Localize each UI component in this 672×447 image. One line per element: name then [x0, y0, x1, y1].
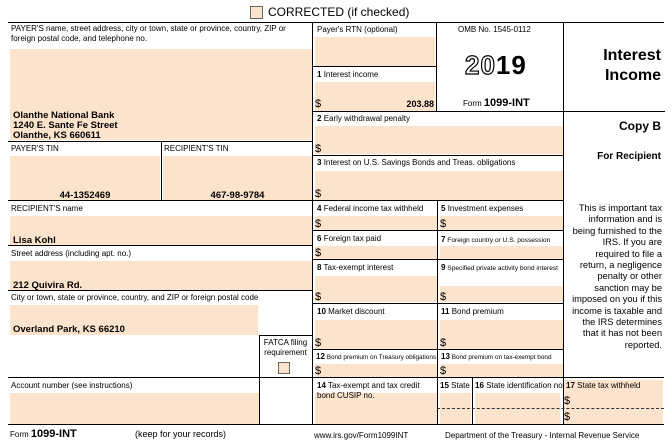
box1-dollar: $ [315, 98, 322, 110]
box3-dollar: $ [315, 188, 322, 200]
payer-city: Olanthe, KS 660611 [13, 130, 101, 141]
recipient-tin-value: 467-98-9784 [210, 190, 265, 201]
box11-field[interactable] [440, 320, 563, 349]
rtn-field[interactable] [315, 37, 435, 66]
box6-field[interactable] [315, 246, 437, 259]
box8-field[interactable] [315, 276, 437, 302]
payer-tin-label: PAYER'S TIN [11, 144, 59, 153]
box10-dollar: $ [315, 337, 322, 349]
copy-label: Copy B [619, 119, 661, 133]
account-number-field[interactable] [10, 393, 260, 424]
box3-field[interactable] [315, 171, 563, 200]
box17-dollar-1: $ [564, 395, 571, 407]
recipient-tin-label: RECIPIENT'S TIN [164, 144, 229, 153]
box13-field[interactable] [440, 364, 563, 377]
notice-text: This is important tax information and is being furnished to the IRS. If you are required to file a return, a negligence penalty or other sanction may be imposed on you if this income is taxable and the IRS determines that it has not been reported. [572, 203, 662, 350]
box7-field[interactable] [440, 246, 563, 259]
box6-label: 6 Foreign tax paid [317, 234, 382, 243]
for-recipient-label: For Recipient [597, 151, 661, 162]
payer-street: 1240 E. Sante Fe Street [13, 120, 118, 131]
footer-url: www.irs.gov/Form1099INT [314, 431, 409, 440]
box14-label: 14 Tax-exempt and tax credit bond CUSIP no. [317, 381, 420, 400]
form-id-top: Form 1099-INT [463, 97, 530, 109]
footer-dept: Department of the Treasury - Internal Revenue Service [445, 431, 640, 440]
box4-field[interactable] [315, 216, 437, 230]
box2-dollar: $ [315, 143, 322, 155]
fatca-checkbox[interactable] [278, 362, 290, 374]
box12-label: 12 Bond premium on Treasury obligations [316, 352, 437, 361]
box1-value: 203.88 [406, 99, 434, 109]
box2-field[interactable] [315, 126, 563, 154]
fatca-label: FATCA filing requirement [263, 338, 308, 357]
box5-field[interactable] [440, 216, 563, 230]
year-suffix: 19 [495, 50, 527, 80]
box7-label: 7 Foreign country or U.S. possession [441, 235, 551, 244]
box12-dollar: $ [315, 365, 322, 377]
omb-label: OMB No. 1545-0112 [458, 25, 531, 34]
year-prefix: 20 [465, 50, 496, 80]
box8-dollar: $ [315, 291, 322, 303]
box5-dollar: $ [440, 218, 447, 230]
tax-year [465, 50, 527, 80]
payer-box-label: PAYER'S name, street address, city or town, state or province, country, ZIP or foreign postal code, and telephone no. [11, 24, 286, 43]
payer-name: Olanthe National Bank [13, 110, 115, 121]
recipient-street-label: Street address (including apt. no.) [11, 249, 132, 258]
box6-dollar: $ [315, 247, 322, 259]
box4-dollar: $ [315, 218, 322, 230]
corrected-checkbox[interactable] [250, 6, 263, 19]
box13-label: 13 Bond premium on tax-exempt bond [441, 352, 552, 361]
box2-label: 2 Early withdrawal penalty [317, 114, 410, 123]
box4-label: 4 Federal income tax withheld [317, 204, 424, 213]
recipient-street: 212 Quivira Rd. [13, 280, 83, 291]
box8-label: 8 Tax-exempt interest [317, 263, 394, 272]
box17-dollar-2: $ [564, 411, 571, 423]
rtn-label: Payer's RTN (optional) [317, 25, 398, 34]
footer-keep: (keep for your records) [135, 429, 227, 439]
box1-label: 1 Interest income [317, 70, 379, 79]
box16-label: 16 State identification no. [475, 381, 565, 390]
box17-label: 17 State tax withheld [566, 381, 641, 390]
box5-label: 5 Investment expenses [441, 204, 524, 213]
box11-dollar: $ [440, 337, 447, 349]
box3-label: 3 Interest on U.S. Savings Bonds and Treas. obligations [317, 158, 516, 167]
recipient-name-label: RECIPIENT'S name [11, 204, 83, 213]
box9-label: 9 Specified private activity bond interest [441, 263, 558, 272]
recipient-city-label: City or town, state or province, country, and ZIP or foreign postal code [11, 293, 259, 302]
box10-field[interactable] [315, 320, 437, 349]
recipient-city: Overland Park, KS 66210 [13, 324, 125, 335]
form-title: Interest Income [603, 47, 661, 84]
box15-label: 15 State [440, 381, 470, 390]
recipient-name: Lisa Kohl [13, 235, 56, 246]
box10-label: 10 Market discount [317, 307, 385, 316]
box9-field[interactable] [440, 286, 563, 302]
box11-label: 11 Bond premium [441, 307, 504, 316]
box13-dollar: $ [440, 365, 447, 377]
payer-tin-value: 44-1352469 [59, 190, 111, 201]
account-number-label: Account number (see instructions) [11, 381, 133, 390]
box12-field[interactable] [315, 364, 437, 377]
box9-dollar: $ [440, 291, 447, 303]
corrected-label: CORRECTED (if checked) [268, 5, 410, 19]
footer-form-id: Form 1099-INT [10, 428, 77, 440]
